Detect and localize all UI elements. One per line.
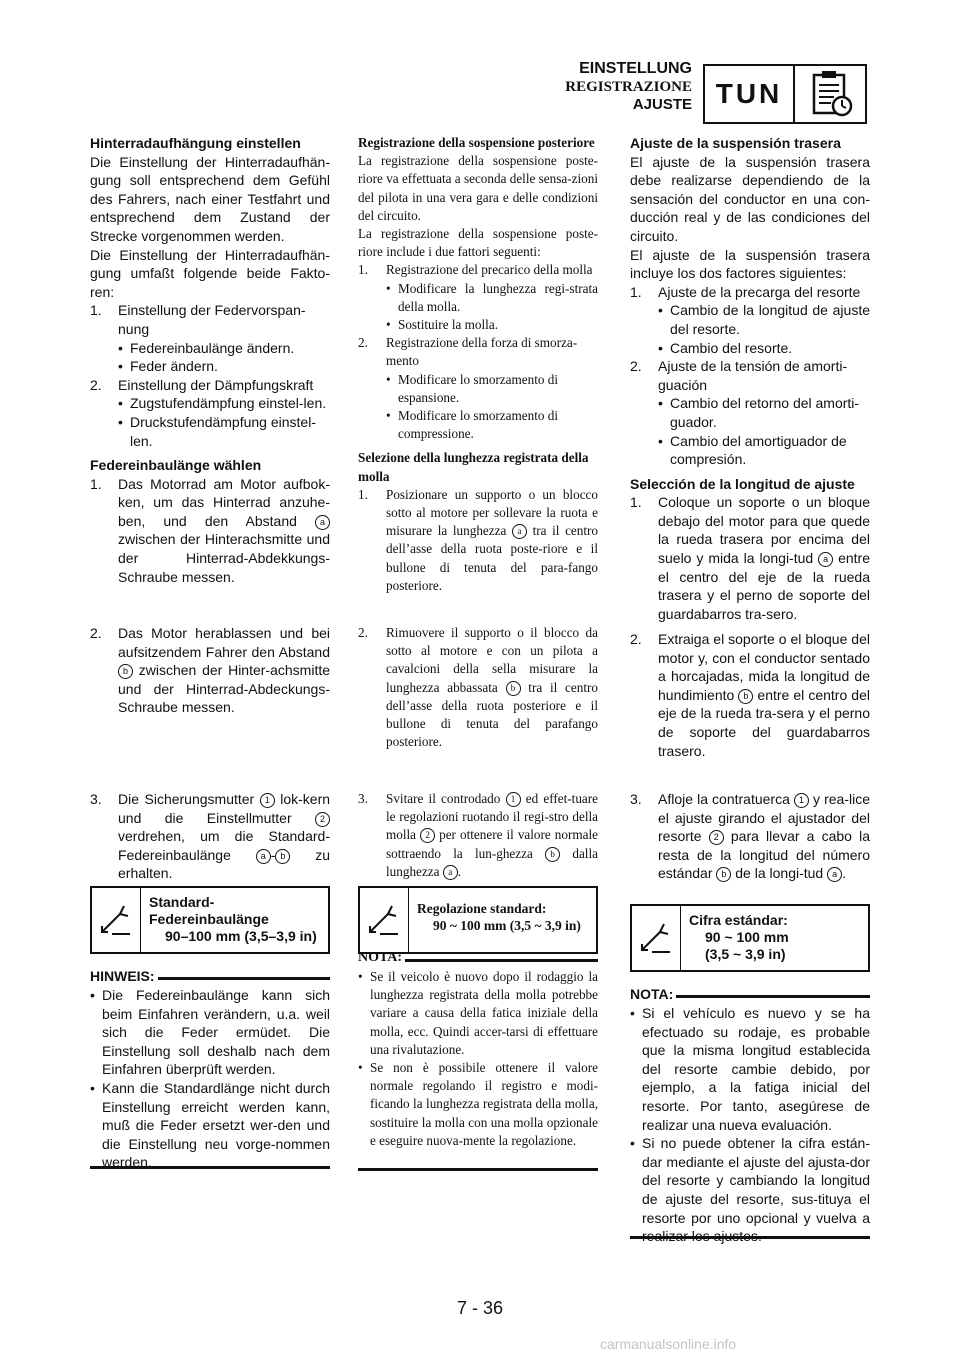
de-heading-1: Hinterradaufhängung einstellen bbox=[90, 135, 301, 151]
de-note-end-rule bbox=[90, 1166, 330, 1169]
it-intro bbox=[358, 134, 598, 595]
es-spec-line-2: 90 ~ 100 mm bbox=[705, 929, 789, 945]
de-spec-box bbox=[90, 886, 330, 954]
it-spec-box bbox=[358, 886, 598, 954]
de-spec-line-3: 90–100 mm (3,5–3,9 in) bbox=[165, 928, 317, 944]
es-step-2-block bbox=[630, 630, 870, 760]
de-intro bbox=[90, 134, 330, 586]
it-step-1: 1. Posizionare un supporto o un blocco sotto al motore per sollevare la ruota e misurare la lunghezza a tra il centro dell’asse della ruota poste-riore e il bullone di tenuta del para-fango posteriore. bbox=[358, 486, 599, 593]
page-number: 7 - 36 bbox=[456, 1298, 504, 1318]
de-heading-2: Federeinbaulänge wählen bbox=[90, 457, 262, 474]
it-note-label: NOTA: bbox=[358, 950, 403, 965]
es-bullet: • Cambio del resorte. bbox=[658, 339, 793, 356]
callout-a: a bbox=[315, 515, 330, 530]
it-bullet: • Modificare lo smorzamento di compressione. bbox=[386, 408, 559, 442]
wrench-icon bbox=[92, 888, 141, 952]
it-spec-line-2: 90 ~ 100 mm (3,5 ~ 3,9 in) bbox=[433, 918, 581, 933]
it-paragraph-2: La registrazione della sospensione poste-riore include i due fattori seguenti: bbox=[358, 226, 598, 260]
es-bullet: • Cambio del amortiguador de compresión. bbox=[658, 432, 847, 468]
section-badge bbox=[703, 64, 867, 124]
es-bullet: • Cambio del retorno del amorti-guador. bbox=[658, 395, 860, 430]
es-step-2: 2. Extraiga el soporte o el bloque del motor y, con el conductor sentado a horcajadas, mida la longitud de hundimiento b entre el centro del eje de la rueda tra-sera y el perno de soporte del guardabarros trasero. bbox=[630, 631, 870, 759]
it-note-header bbox=[358, 950, 598, 966]
de-item-1: 1. Einstellung der Federvorspan-nung bbox=[90, 302, 306, 337]
es-note-end-rule bbox=[630, 1236, 870, 1239]
de-bullet: • Zugstufendämpfung einstel-len. bbox=[118, 395, 327, 412]
es-notes bbox=[630, 1004, 870, 1246]
es-note-item: • Si no puede obtener la cifra están-dar mediante el ajuste del ajusta-dor del resorte y cambiando la longitud de ajuste del resorte, sus-tituya el resorte por uno opcional y vuelva a realizar los ajustes. bbox=[630, 1135, 870, 1245]
header-title-it: REGISTRAZIONE bbox=[565, 79, 692, 95]
de-item-2: 2. Einstellung der Dämpfungskraft bbox=[90, 376, 314, 393]
es-note-label: NOTA: bbox=[630, 986, 674, 1002]
es-heading-2: Selección de la longitud de ajuste bbox=[630, 475, 855, 492]
es-note-item: • Si el vehículo es nuevo y se ha efectuado su rodaje, es probable que la misma longitud establecida del resorte cambie debido, por ejemplo, a la fatiga inicial del resorte. Por tanto, asegúrese de realizar una nueva evaluación. bbox=[630, 1005, 870, 1133]
it-step-2: 2. Rimuovere il supporto o il blocco da sotto al motore e con un pilota a cavalcioni della sella misurare la lunghezza abbassata b tra il centro dell’asse della ruota posteriore e il bullone di tenuta del parafango posteriore. bbox=[358, 625, 598, 750]
header-title-de: EINSTELLUNG bbox=[579, 60, 692, 77]
it-bullet: • Modificare la lunghezza regi-strata della molla. bbox=[386, 280, 598, 314]
de-spec-line-1: Standard- bbox=[149, 894, 215, 910]
it-step-3-block bbox=[358, 790, 598, 881]
it-step-3: 3. Svitare il controdado 1 ed effet-tuare le regolazioni ruotando il regi-stro della molla 2 per ottenere il valore normale sottraendo la lun-ghezza b dalla lunghezza a . bbox=[358, 791, 599, 879]
es-paragraph-2: El ajuste de la suspensión trasera incluye los dos factores siguientes: bbox=[630, 246, 870, 282]
de-step-3-block bbox=[90, 790, 330, 883]
header-titles bbox=[565, 60, 692, 114]
it-spec-line-1: Regolazione standard: bbox=[417, 901, 547, 916]
es-paragraph-1: El ajuste de la suspensión trasera debe realizarse dependiendo de la sensación del conductor en una con-ducción real y de las condiciones del circuito. bbox=[630, 153, 870, 244]
de-step-3: 3. Die Sicherungsmutter 1 lok-kern und die Einstellmutter 2 verdrehen, um die Standard-Federeinbaulänge a - b zu erhalten. bbox=[90, 791, 331, 882]
it-bullet: • Sostituire la molla. bbox=[386, 317, 498, 333]
es-bullet: • Cambio de la longitud de ajuste del resorte. bbox=[658, 302, 870, 337]
section-code: TUN bbox=[705, 66, 795, 122]
it-step-2-block bbox=[358, 624, 598, 751]
it-bullet: • Modificare lo smorzamento di espansione. bbox=[386, 371, 559, 405]
de-spec-line-2: Federeinbaulänge bbox=[149, 911, 269, 927]
es-spec-line-1: Cifra estándar: bbox=[689, 912, 788, 928]
es-intro bbox=[630, 134, 870, 623]
de-note-item: • Kann die Standardlänge nicht durch Einstellung erreicht werden kann, muß die Feder ersetzt wer-den und die Einstellung neu vorge-nommen werden. bbox=[90, 1079, 330, 1171]
clipboard-stopwatch-icon bbox=[795, 66, 865, 122]
es-note-header bbox=[630, 986, 870, 1002]
de-step-1: 1. Das Motorrad am Motor aufbok-ken, um das Hinterrad anzuhe-ben, und den Abstand a zwischen der Hinterachsmitte und der Hinterrad-Abdekkungs-Schraube messen. bbox=[90, 475, 330, 585]
es-spec-line-3: (3,5 ~ 3,9 in) bbox=[705, 946, 786, 962]
es-step-3-block bbox=[630, 790, 870, 883]
it-heading-1: Registrazione della sospensione posteriore bbox=[358, 135, 595, 150]
de-step-2: 2. Das Motor herablassen und bei aufsitzendem Fahrer den Abstand b zwischen der Hinter-achsmitte und der Hinterrad-Abdeckungs-Schraube messen. bbox=[90, 625, 331, 716]
de-note-item: • Die Federeinbaulänge kann sich beim Einfahren verändern, u.a. weil sich die Feder ermüdet. Die Einstellung soll deshalb nach dem Einfahren überprüft werden. bbox=[90, 987, 330, 1078]
it-heading-2: Selezione della lunghezza registrata della molla bbox=[358, 450, 589, 484]
watermark: carmanualsonline.info bbox=[600, 1336, 737, 1352]
es-item-1: 1. Ajuste de la precarga del resorte bbox=[630, 283, 861, 300]
es-spec-box bbox=[630, 904, 870, 972]
de-bullet: • Druckstufendämpfung einstel-len. bbox=[118, 413, 316, 449]
es-item-2: 2. Ajuste de la tensión de amorti-guación bbox=[630, 358, 848, 393]
de-note-header bbox=[90, 968, 330, 984]
de-notes bbox=[90, 986, 330, 1172]
wrench-icon bbox=[360, 888, 409, 952]
it-note-item: • Se non è possibile ottenere il valore normale regolando il registro e modi-ficando la lunghezza registrata della molla, sostituire la molla con una molla opzionale e eseguire nuova-mente la regolazione. bbox=[358, 1060, 598, 1148]
it-notes bbox=[358, 968, 598, 1150]
de-paragraph-1: Die Einstellung der Hinterradaufhän-gung soll entsprechend dem Gefühl des Fahrers, nach einer Testfahrt und entsprechend dem Zustand der Strecke vorgenommen werden. bbox=[90, 153, 330, 244]
it-note-item: • Se il veicolo è nuovo dopo il rodaggio la lunghezza registrata della molla potrebbe variare a causa della fatica iniziale della molla, ecc. Quindi accer-tarsi di effettuare una rivalutazione. bbox=[358, 969, 598, 1057]
de-paragraph-2: Die Einstellung der Hinterradaufhän-gung umfaßt folgende beide Fakto-ren: bbox=[90, 246, 330, 300]
callout-b: b bbox=[118, 664, 133, 679]
de-bullet: • Federeinbaulänge ändern. bbox=[118, 339, 295, 356]
it-note-end-rule bbox=[358, 1168, 598, 1171]
de-note-label: HINWEIS: bbox=[90, 968, 155, 984]
de-bullet: • Feder ändern. bbox=[118, 358, 218, 375]
header-title-es: AJUSTE bbox=[632, 96, 692, 113]
de-step-2-block bbox=[90, 624, 330, 717]
wrench-icon bbox=[632, 906, 681, 970]
it-item-2: 2. Registrazione della forza di smorza-mento bbox=[358, 335, 578, 369]
es-step-3: 3. Afloje la contratuerca 1 y rea-lice el ajuste girando el ajustador del resorte 2 para llevar a cabo la resta de la longitud del número estándar b de la longi-tud a . bbox=[630, 791, 871, 882]
es-step-1: 1. Coloque un soporte o un bloque debajo del motor para que quede la rueda trasera por encima del suelo y mida la longi-tud a entre el centro del eje de la rueda trasera y el perno de soporte del guardabarros tra-sero. bbox=[630, 494, 871, 622]
it-paragraph-1: La registrazione della sospensione poste-riore va effettuata a seconda delle sensa-zioni del pilota in una vera gara e delle condizioni del circuito. bbox=[358, 153, 598, 223]
es-heading-1: Ajuste de la suspensión trasera bbox=[630, 135, 841, 151]
it-item-1: 1. Registrazione del precarico della molla bbox=[358, 262, 593, 278]
